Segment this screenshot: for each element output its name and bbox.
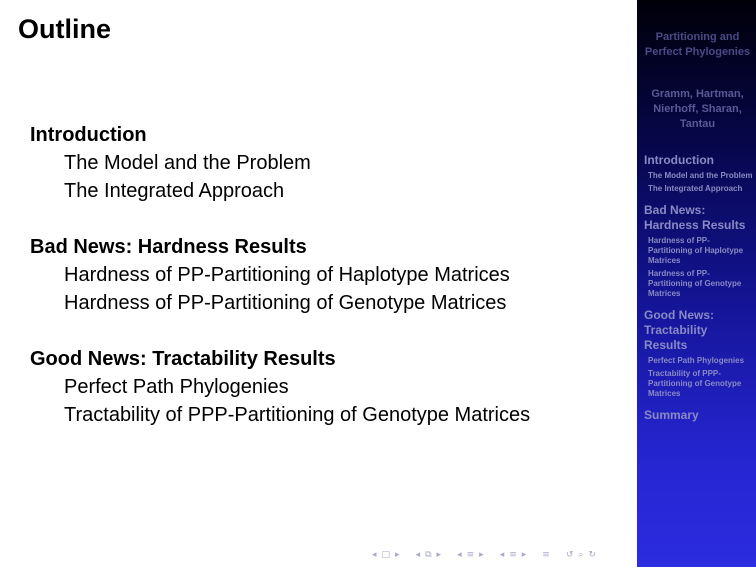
subsection-item[interactable]: Hardness of PP-Partitioning of Genotype Matrices xyxy=(64,292,507,314)
subsection-item[interactable]: Perfect Path Phylogenies xyxy=(64,376,289,398)
sidebar-subsection-item[interactable]: Tractability of PPP-Partitioning of Genotype Matrices xyxy=(648,369,742,398)
subsection-icon[interactable]: ≡ xyxy=(509,550,517,560)
subsection-item[interactable]: Tractability of PPP-Partitioning of Genotype Matrices xyxy=(64,404,531,426)
sidebar-subsection-item[interactable]: Hardness of PP-Partitioning of Haplotype Matrices xyxy=(648,236,744,265)
sidebar-title: Partitioning and Perfect Phylogenies xyxy=(644,31,751,58)
section-title[interactable]: Good News: Tractability Results xyxy=(30,348,336,370)
frame-icon[interactable]: □ xyxy=(381,550,391,560)
section-next-arrow-icon[interactable]: ▸ xyxy=(479,550,484,560)
sidebar-group-introduction xyxy=(644,153,754,194)
subsection-item[interactable]: The Integrated Approach xyxy=(64,180,285,202)
sidebar-group-summary xyxy=(644,408,754,423)
sidebar-section-introduction[interactable]: Introduction xyxy=(644,153,714,167)
sidebar-section-good-news[interactable]: Good News: Tractability Results xyxy=(644,308,715,352)
subframe-prev-arrow-icon[interactable]: ◂ xyxy=(415,550,421,560)
forward-icon[interactable]: ↻ xyxy=(588,550,596,560)
outline-list xyxy=(30,121,630,457)
sidebar-authors: Gramm, Hartman, Nierhoff, Sharan, Tantau xyxy=(651,88,744,130)
section-title[interactable]: Bad News: Hardness Results xyxy=(30,236,307,258)
subframe-next-arrow-icon[interactable]: ▸ xyxy=(436,550,442,560)
subsection-item[interactable]: Hardness of PP-Partitioning of Haplotype Matrices xyxy=(64,264,510,286)
subframe-icon[interactable]: ⧉ xyxy=(425,550,432,560)
sidebar-subsection-item[interactable]: The Model and the Problem xyxy=(648,171,753,180)
subsection-next-arrow-icon[interactable]: ▸ xyxy=(521,550,527,560)
frame-prev-arrow-icon[interactable]: ◂ xyxy=(372,550,377,560)
sidebar xyxy=(637,0,756,567)
sidebar-group-good-news xyxy=(644,308,754,399)
section-prev-arrow-icon[interactable]: ◂ xyxy=(457,550,462,560)
frame-next-arrow-icon[interactable]: ▸ xyxy=(395,550,400,560)
outline-section-bad-news xyxy=(30,233,630,317)
frame-title: Outline xyxy=(18,14,111,44)
sidebar-subsection-item[interactable]: Hardness of PP-Partitioning of Genotype Matrices xyxy=(648,269,742,298)
subsection-prev-arrow-icon[interactable]: ◂ xyxy=(499,550,505,560)
sidebar-nav xyxy=(644,153,754,432)
search-icon[interactable]: ⌕ xyxy=(578,550,584,560)
back-icon[interactable]: ↺ xyxy=(565,550,574,560)
sidebar-subsection-item[interactable]: Perfect Path Phylogenies xyxy=(648,356,745,365)
section-title[interactable]: Introduction xyxy=(30,124,147,146)
beamer-navigation-bar xyxy=(370,547,635,563)
subsection-item[interactable]: The Model and the Problem xyxy=(64,152,311,174)
sidebar-subsection-item[interactable]: The Integrated Approach xyxy=(648,184,743,193)
outline-section-introduction xyxy=(30,121,630,205)
sidebar-group-bad-news xyxy=(644,203,754,299)
sidebar-section-summary[interactable]: Summary xyxy=(644,408,699,422)
section-icon[interactable]: ≡ xyxy=(466,550,475,560)
sidebar-section-bad-news[interactable]: Bad News: Hardness Results xyxy=(644,203,746,232)
align-icon[interactable]: ≡ xyxy=(542,550,550,560)
outline-section-good-news xyxy=(30,345,630,429)
